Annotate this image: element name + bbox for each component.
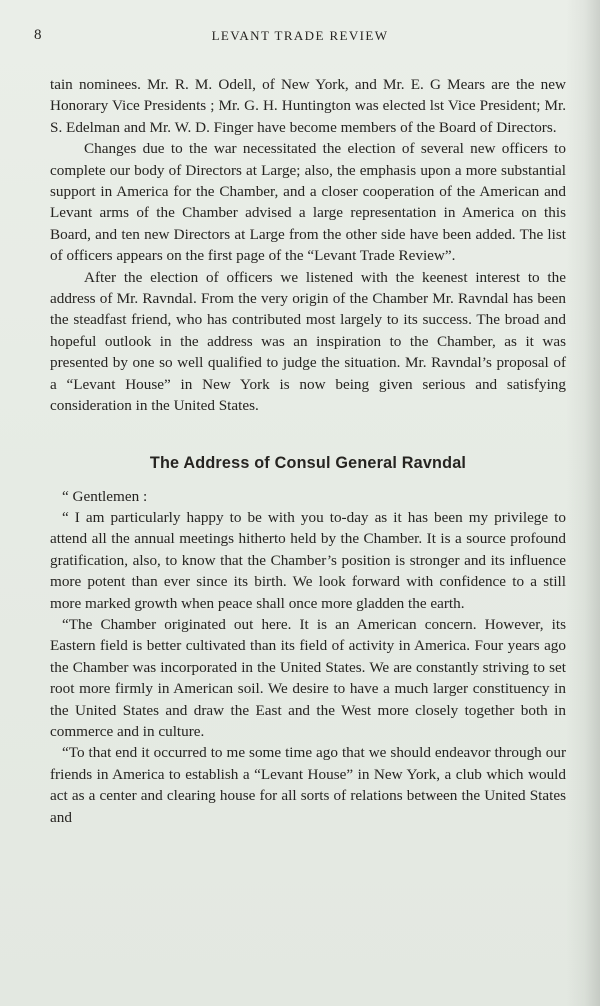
paragraph-ravndal-intro: After the election of officers we listened with the keenest interest to the address of Mr. Ravndal. From the very origin of the Chamber Mr. Ravndal has been the steadfast friend, who has contributed most largely to its success. The broad and hopeful outlook in the address was an inspiration to the Chamber, as it was presented by one so well qualified to judge the situation. Mr. Ravndal’s proposal of a “Levant House” in New York is now being given serious and satisfying consideration in the United States. bbox=[50, 268, 566, 415]
paragraph-directors: Changes due to the war necessitated the election of several new officers to complete our body of Directors at Large; also, the emphasis upon a more substantial support in America for the Chamber, and a closer cooperation of the American and Levant arms of the Chamber advised a large representation in America on this Board, and ten new Directors at Large from the other side have been added. The list of officers appears on the first page of the “Levant Trade Review”. bbox=[50, 140, 566, 265]
address-paragraph-3: “To that end it occurred to me some time ago that we should endeavor through our friends in America to establish a “Levant House” in New York, a club which would act as a center and clearing house for all sorts of relations between the United States and bbox=[50, 744, 566, 826]
page-number: 8 bbox=[34, 27, 42, 43]
body-text bbox=[50, 74, 566, 828]
address-salutation: “ Gentlemen : bbox=[62, 487, 148, 505]
section-heading: The Address of Consul General Ravndal bbox=[149, 453, 467, 472]
page-header bbox=[34, 27, 566, 47]
address-paragraph-1: “ I am particularly happy to be with you to-day as it has been my privilege to attend all the annual meetings hitherto held by the Chamber. It is a source profound gratification, also, to know that the Chamber’s position is stronger and its influence more potent than ever since its birth. We look forward with confidence to a still more marked growth when peace shall once more gladden the earth. bbox=[50, 508, 566, 612]
running-title: LEVANT TRADE REVIEW bbox=[211, 28, 389, 43]
paragraph-continued: tain nominees. Mr. R. M. Odell, of New York, and Mr. E. G Mears are the new Honorary Vice Presidents ; Mr. G. H. Huntington was elected lst Vice President; Mr. S. Edelman and Mr. W. D. Finger have become members of the Board of Directors. bbox=[50, 76, 566, 136]
address-paragraph-2: “The Chamber originated out here. It is an American concern. However, its Eastern field is better cultivated than its field of activity in America. Four years ago the Chamber was incorporated in the United States. We are constantly striving to set root more firmly in American soil. We desire to have a much larger constituency in the United States and draw the East and the West more closely together both in commerce and in culture. bbox=[50, 615, 566, 740]
page-edge-shadow bbox=[566, 0, 600, 1006]
